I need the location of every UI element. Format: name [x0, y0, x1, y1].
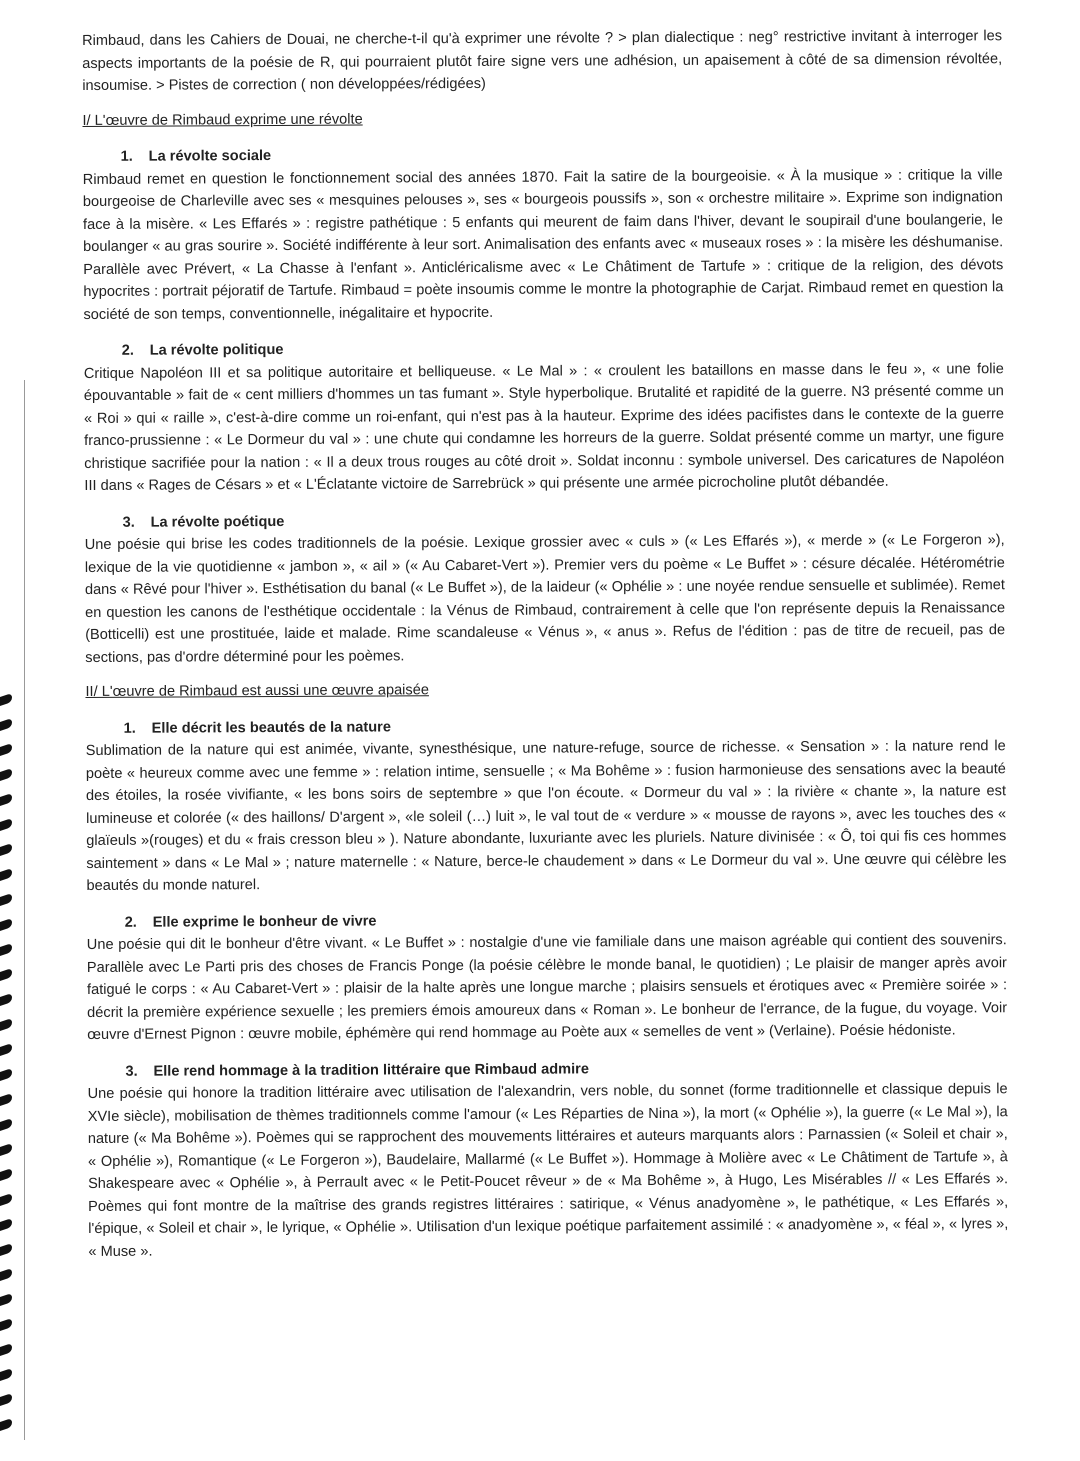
section-number: 1.: [120, 148, 133, 165]
binding-hole: [0, 1343, 12, 1356]
binding-hole: [0, 1293, 12, 1306]
binding-hole: [0, 1118, 12, 1131]
section-1-2: [84, 335, 1005, 497]
section-title: Elle décrit les beautés de la nature: [151, 718, 391, 737]
binding-hole: [0, 1093, 12, 1106]
binding-hole: [0, 1368, 12, 1381]
section-title: La révolte politique: [149, 341, 284, 359]
part-2-title: II/ L'œuvre de Rimbaud est aussi une œuvre apaisée: [85, 682, 429, 700]
spiral-binding: [0, 380, 40, 1461]
binding-hole: [0, 818, 12, 831]
binding-hole: [0, 743, 12, 756]
binding-hole: [0, 1268, 12, 1281]
section-1-3: [85, 507, 1006, 669]
section-title: La révolte sociale: [148, 148, 272, 165]
binding-hole: [0, 943, 12, 956]
binding-hole: [0, 968, 12, 981]
section-text: Une poésie qui brise les codes traditionnels de la poésie. Lexique grossier avec « culs » (« Les Effarés »), « merde » (« Le Forgeron »), lexique de la vie quotidienne « jambon », « ail » (« Au Cabaret-Vert »). Premier vers du poème « Le Buffet » : césure décalée. Hétérométrie dans « Rêvé pour l'hiver ». Esthétisation du banal (« Le Buffet »), de la laideur (« Ophélie » : une noyée rendue sensuelle et sublimée). Remet en question les canons de l'esthétique occidentale : la Vénus de Rimbaud, contrairement à celle que l'on représente depuis la Renaissance (Botticelli) est une prostituée, laide et malade. Rime scandaleuse « Vénus », « anus ». Refus de l'édition : pas de titre de recueil, pas de sections, pas d'ordre déterminé pour les poèmes.: [84, 532, 1006, 666]
section-2-1: [86, 713, 1007, 898]
section-number: 2.: [121, 342, 134, 359]
section-title: Elle rend hommage à la tradition littéraire que Rimbaud admire: [153, 1060, 589, 1080]
binding-hole: [0, 1168, 12, 1181]
section-2-2: [87, 907, 1008, 1047]
binding-hole: [0, 918, 12, 931]
section-text: Une poésie qui honore la tradition littéraire avec utilisation de l'alexandrin, vers noble, du sonnet (forme traditionnelle et classique depuis le XVIe siècle), mobilisation de thèmes traditionnels comme l'amour (« Les Réparties de Nina »), la mort (« Ophélie »), la guerre (« Le Mal »), la nature (« Ma Bohême »). Poèmes qui se rapprochent des mouvements littéraires et auteurs marquants alors : Parnassien (« Soleil et chair », « Ophélie »), Romantique (« Le Forgeron »), Baudelaire, Mallarmé (« Le Buffet »). Hommage à Molière avec « Le Châtiment de Tartufe », à Shakespeare avec « Ophélie », à Perrault avec « le Petit-Poucet rêveur » de « Ma Bohême », à Hugo, Les Misérables // « Les Effarés ». Poèmes qui font montre de la maîtrise des grands registres littéraires : satirique, « Vénus anadyomène », le pathétique, « Les Effarés », l'épique, « Soleil et chair », le lyrique, « Ophélie ». Utilisation d'un lexique poétique parfaitement assimilé : « anadyomène », « féal », « lyres », « Muse ».: [87, 1081, 1009, 1260]
binding-hole: [0, 1043, 12, 1056]
section-number: 3.: [122, 514, 135, 531]
binding-hole: [0, 993, 12, 1006]
section-number: 3.: [125, 1063, 138, 1080]
section-number: 1.: [123, 720, 136, 737]
binding-hole: [0, 1068, 12, 1081]
margin-line: [24, 380, 25, 1440]
section-title: La révolte poétique: [150, 513, 285, 531]
binding-hole: [0, 718, 12, 731]
binding-hole: [0, 893, 12, 906]
part-1-title: I/ L'œuvre de Rimbaud exprime une révolte: [82, 111, 363, 129]
binding-hole: [0, 1393, 12, 1406]
section-number: 2.: [124, 914, 137, 931]
binding-hole: [0, 1018, 12, 1031]
binding-hole: [0, 768, 12, 781]
section-title: Elle exprime le bonheur de vivre: [152, 912, 377, 931]
binding-hole: [0, 793, 12, 806]
section-text: Rimbaud remet en question le fonctionnement social des années 1870. Fait la satire de la bourgeoisie. « À la musique » : critique la ville bourgeoise de Charleville avec ses « mesquines pelouses », ses « bourgeois poussifs », son « orchestre militaire ». Exprime son indignation face à la misère. « Les Effarés » : registre pathétique : 5 enfants qui meurent de faim dans l'hiver, devant le soupirail d'une boulangerie, le boulanger « au gras sourire ». Société indifférente à leur sort. Animalisation des enfants avec « museaux roses » : la misère les déshumanise. Parallèle avec Prévert, « La Chasse à l'enfant ». Anticléricalisme avec « Le Châtiment de Tartufe » : critique de la religion, des dévots hypocrites : portrait péjoratif de Tartufe. Rimbaud = poète insoumis comme le montre la photographie de Carjat. Rimbaud remet en question la société de son temps, conventionnelle, inégalitaire et hypocrite.: [82, 166, 1004, 323]
binding-hole: [0, 1318, 12, 1331]
binding-hole: [0, 1143, 12, 1156]
intro-paragraph: Rimbaud, dans les Cahiers de Douai, ne cherche-t-il qu'à exprimer une révolte ? > plan dialectique : neg° restrictive invitant à interroger les aspects importants de la poésie de R, qui pourraient plutôt faire signe vers une adhésion, un apaisement à côté de sa dimension révoltée, insoumise. > Pistes de correction ( non développées/rédigées): [82, 28, 1003, 94]
section-2-3: [87, 1056, 1008, 1263]
binding-hole: [0, 1218, 12, 1231]
section-text: Une poésie qui dit le bonheur d'être vivant. « Le Buffet » : nostalgie d'une vie familiale dans une maison agréable qui contient des souvenirs. Parallèle avec Le Parti pris des choses de Francis Ponge (la poésie célèbre le monde banal, le quotidien) ; Le plaisir de manger après avoir fatigué le corps : « Au Cabaret-Vert » : plaisir de la halte après une longue marche ; plaisirs sensuels et érotiques avec « Première soirée » : décrit la première expérience sexuelle ; les premiers émois amoureux dans « Roman ». Le bonheur de l'errance, de la fugue, du voyage. Voir œuvre d'Ernest Pignon : œuvre mobile, éphémère qui rend hommage au Poète aux « semelles de vent » (Verlaine). Poésie hédoniste.: [86, 932, 1008, 1043]
binding-hole: [0, 843, 12, 856]
binding-hole: [0, 868, 12, 881]
section-text: Sublimation de la nature qui est animée, vivante, synesthésique, une nature-refuge, source de richesse. « Sensation » : la nature rend le poète « heureux comme avec une femme » : relation intime, sensuelle ; « Ma Bohême » : fusion harmonieuse des sensations avec la beauté des étoiles, la rosée vivifiante, « les bons soirs de septembre » que l'on écoute. « Dormeur du val » : la rivière « chante », la nature est lumineuse et colorée (« des haillons/ D'argent », «le soleil (…) luit », le val tout de « verdure » « mousse de rayons », avec les touches des « glaïeuls »(rouges) et du « frais cresson bleu » ). Nature abondante, luxuriante avec les pluriels. Nature divinisée : « Ô, toi qui fis ces hommes saintement » dans « Le Mal » ; nature maternelle : « Nature, berce-le chaudement » dans « Le Dormeur du val ». Une œuvre qui célèbre les beautés du monde naturel.: [85, 738, 1007, 894]
binding-hole: [0, 1243, 12, 1256]
binding-hole: [0, 1193, 12, 1206]
binding-hole: [0, 1418, 12, 1431]
section-text: Critique Napoléon III et sa politique autoritaire et belliqueuse. « Le Mal » : « croulent les bataillons en masse dans le feu », « une folie épouvantable » fait de « cent milliers d'hommes un tas fumant ». Style hyperbolique. Brutalité et rapidité de la guerre. N3 présenté comme un « Roi » qui « raille », c'est-à-dire comme un roi-enfant, qui n'est pas à la hauteur. Exprime des idées pacifistes dans le contexte de la guerre franco-prussienne : « Le Dormeur du val » : une chute qui condamne les horreurs de la guerre. Soldat présenté comme un martyr, une figure christique sacrifiée pour la nation : « Il a deux trous rouges au côté droit ». Soldat inconnu : symbole universel. Des caricatures de Napoléon III dans « Rages de Césars » et « L'Éclatante victoire de Sarrebrück » qui présente une armée picrocholine plutôt débandée.: [83, 360, 1005, 494]
binding-hole: [0, 693, 12, 706]
document-body: [82, 25, 1009, 1275]
section-1-1: [83, 141, 1004, 326]
